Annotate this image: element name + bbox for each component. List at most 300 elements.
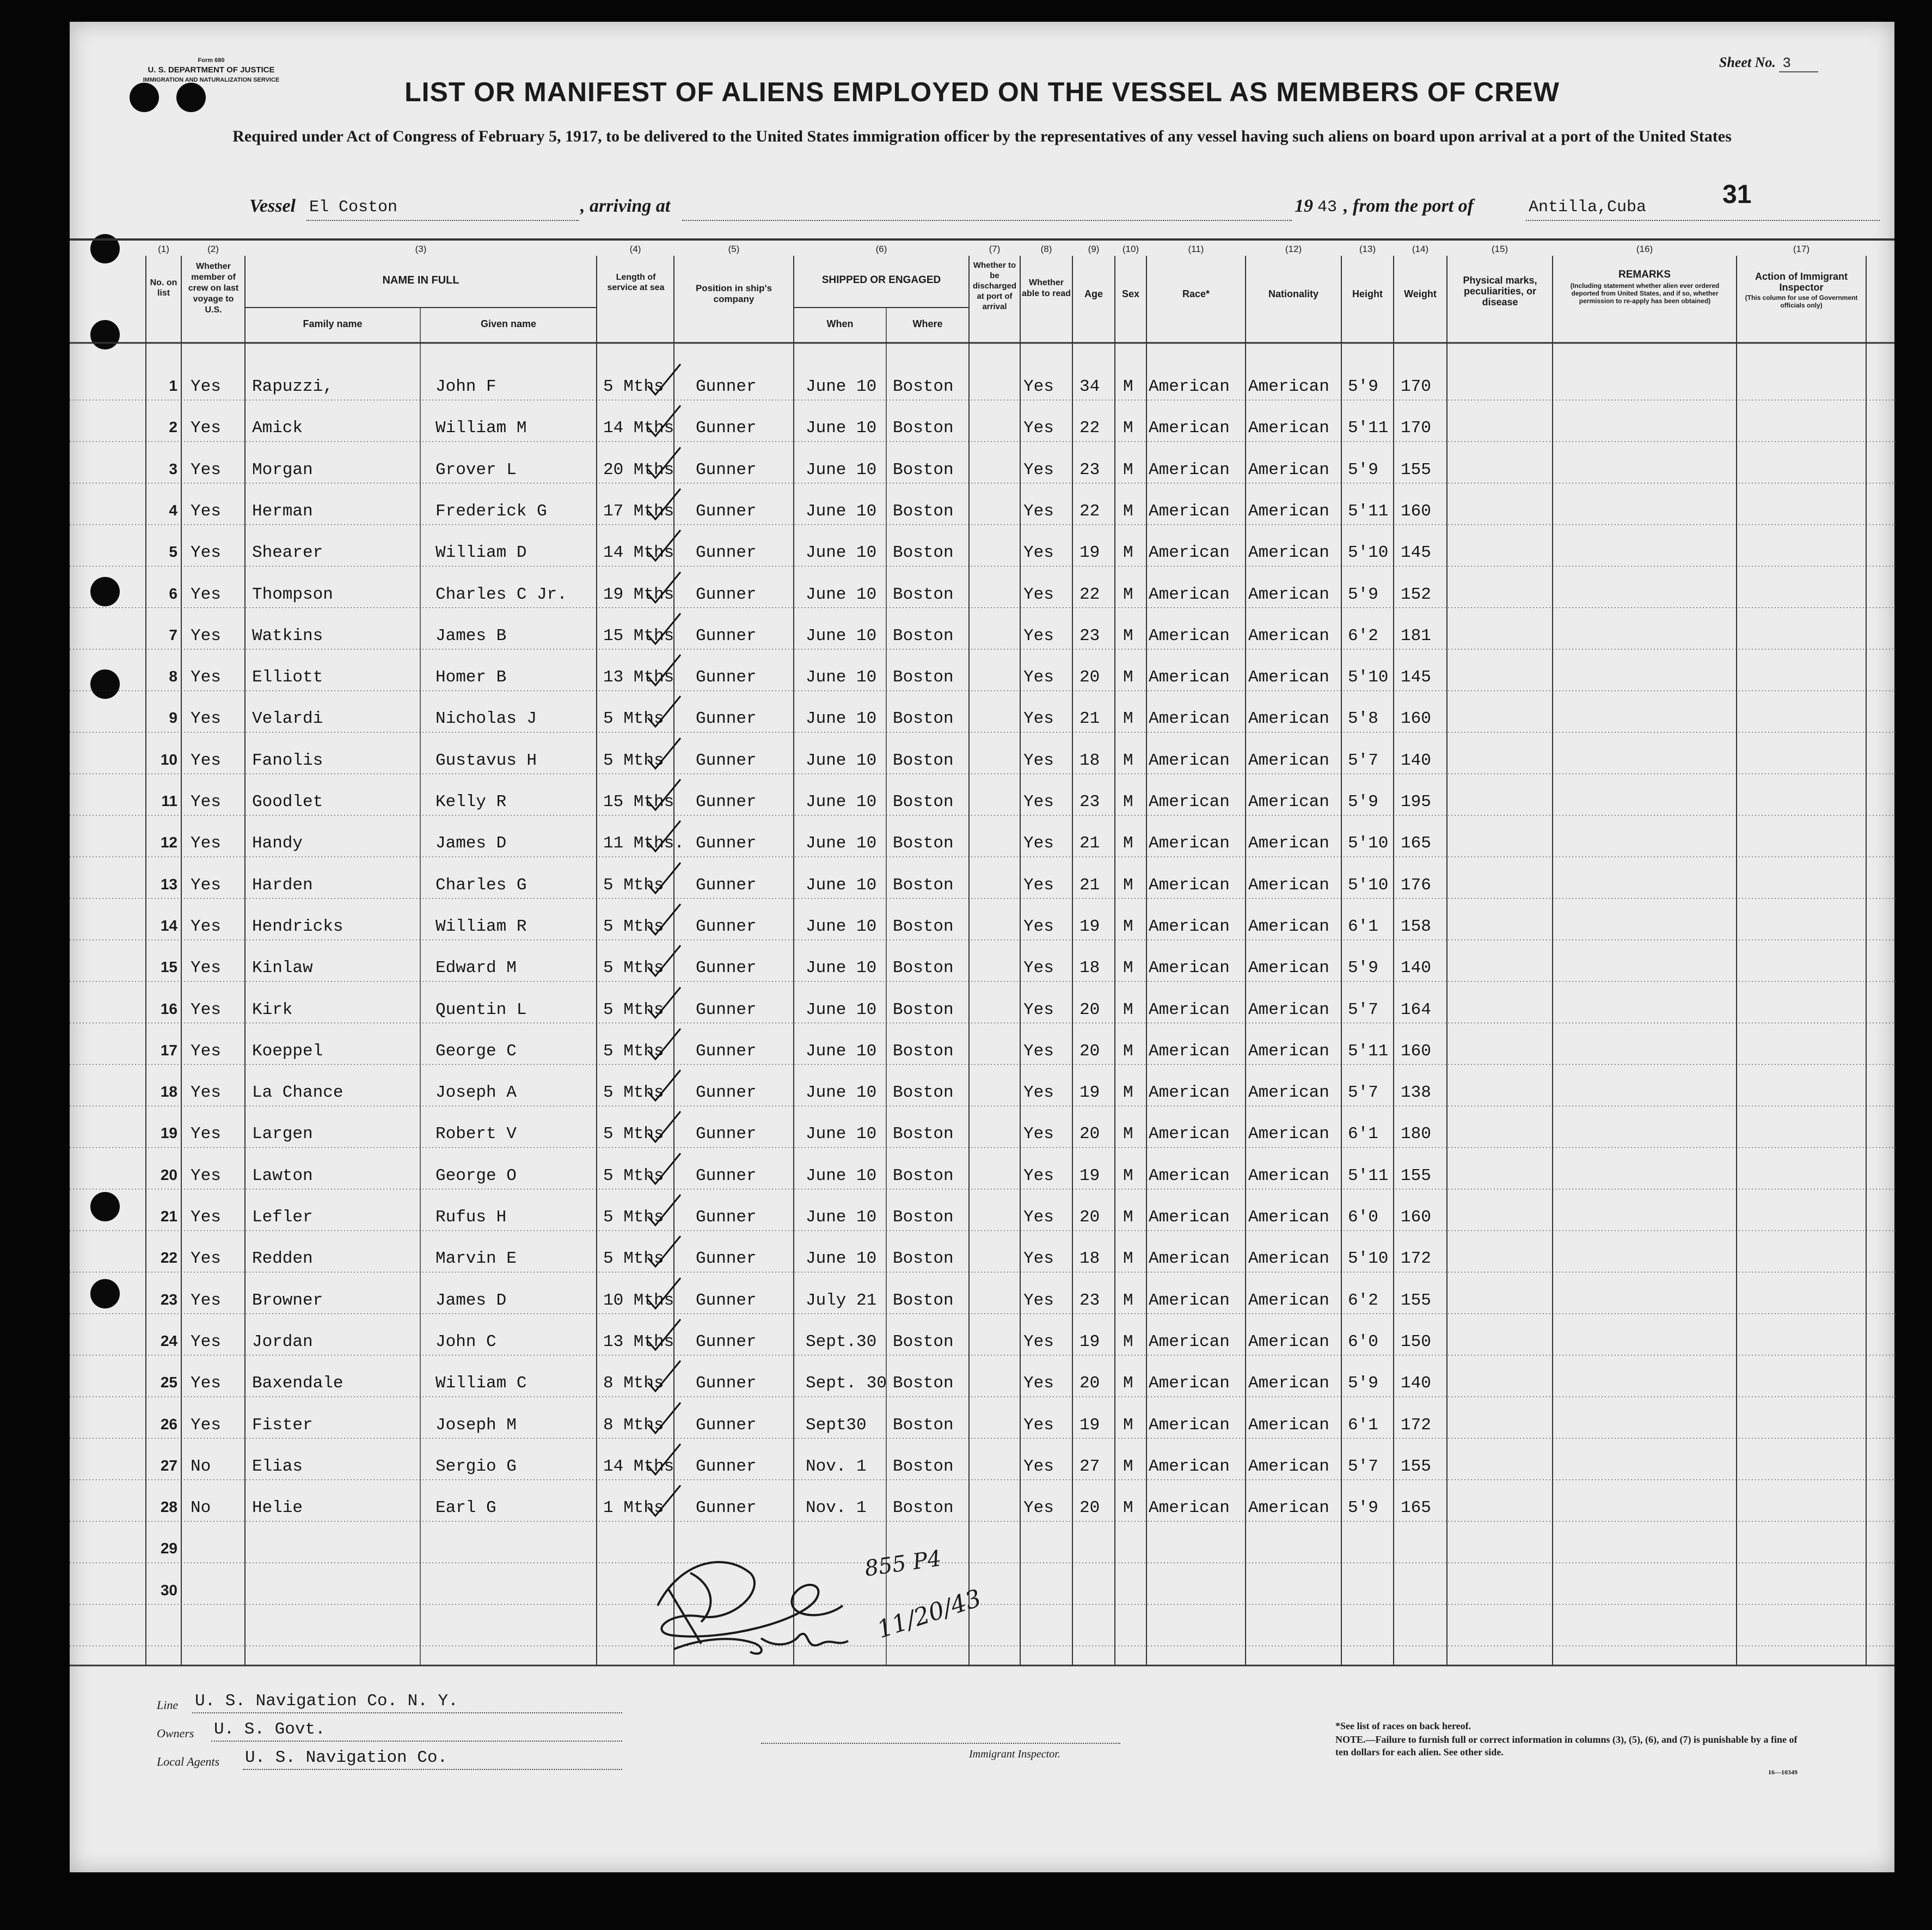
cell-given-name: Marvin E	[436, 1249, 517, 1269]
cell-age: 34	[1080, 377, 1100, 396]
cell-last-voyage: Yes	[191, 792, 221, 812]
cell-height: 6'0	[1348, 1208, 1378, 1227]
cell-when-engaged: June 10	[806, 377, 877, 396]
cell-able-to-read: Yes	[1023, 1332, 1054, 1351]
cell-nationality: American	[1248, 1249, 1329, 1269]
cell-where-engaged: Boston	[893, 958, 954, 978]
cell-nationality: American	[1248, 585, 1329, 604]
cell-weight: 158	[1401, 917, 1431, 936]
cell-sex: M	[1123, 1208, 1133, 1227]
column-number-c15: (15)	[1491, 244, 1508, 254]
checkmark-icon	[646, 1150, 684, 1188]
cell-last-voyage: Yes	[191, 1041, 221, 1061]
cell-position: Gunner	[696, 1498, 757, 1518]
cell-able-to-read: Yes	[1023, 419, 1054, 438]
cell-weight: 160	[1401, 501, 1431, 521]
checkmark-icon	[646, 776, 684, 814]
cell-family-name: Herman	[252, 501, 313, 521]
cell-service-length: 13 Mths	[603, 668, 674, 687]
page-title: LIST OR MANIFEST OF ALIENS EMPLOYED ON THE VESSEL AS MEMBERS OF CREW	[404, 77, 1560, 107]
cell-position: Gunner	[696, 1041, 757, 1061]
cell-sex: M	[1123, 1166, 1133, 1185]
cell-position: Gunner	[696, 543, 757, 563]
cell-family-name: Fister	[252, 1415, 313, 1435]
cell-last-voyage: No	[191, 1498, 211, 1518]
cell-nationality: American	[1248, 792, 1329, 812]
inspector-label: Immigrant Inspector.	[969, 1748, 1060, 1760]
col-family-name-header: Family name	[303, 318, 363, 329]
column-number-c2: (2)	[207, 244, 219, 254]
cell-sex: M	[1123, 1083, 1133, 1103]
cell-family-name: Helie	[252, 1498, 303, 1518]
cell-nationality: American	[1248, 1290, 1329, 1310]
cell-when-engaged: Nov. 1	[806, 1456, 867, 1476]
cell-age: 21	[1080, 834, 1100, 853]
cell-sex: M	[1123, 709, 1133, 729]
cell-able-to-read: Yes	[1023, 792, 1054, 812]
column-number-c5: (5)	[728, 244, 740, 254]
cell-when-engaged: June 10	[806, 626, 877, 646]
cell-weight: 195	[1401, 792, 1431, 812]
cell-age: 19	[1080, 917, 1100, 936]
cell-sex: M	[1123, 1374, 1133, 1393]
cell-last-voyage: Yes	[191, 751, 221, 770]
cell-age: 18	[1080, 1249, 1100, 1269]
cell-sex: M	[1123, 377, 1133, 396]
cell-position: Gunner	[696, 1456, 757, 1476]
cell-sex: M	[1123, 543, 1133, 563]
cell-given-name: George C	[436, 1041, 517, 1061]
cell-age: 20	[1080, 1374, 1100, 1393]
row-number: 13	[160, 875, 177, 893]
cell-service-length: 5 Mths	[603, 958, 664, 978]
cell-weight: 172	[1401, 1249, 1431, 1269]
cell-able-to-read: Yes	[1023, 1124, 1054, 1144]
cell-sex: M	[1123, 419, 1133, 438]
cell-nationality: American	[1248, 1083, 1329, 1103]
cell-nationality: American	[1248, 751, 1329, 770]
cell-height: 6'0	[1348, 1332, 1378, 1351]
cell-last-voyage: No	[191, 1456, 211, 1476]
cell-when-engaged: Sept.30	[806, 1332, 877, 1351]
cell-family-name: Elias	[252, 1456, 303, 1476]
cell-age: 19	[1080, 543, 1100, 563]
cell-height: 5'10	[1348, 543, 1389, 563]
cell-age: 20	[1080, 1000, 1100, 1019]
row-number: 14	[160, 917, 177, 934]
col-inspector-header: Action of Immigrant Inspector	[1755, 271, 1848, 293]
cell-where-engaged: Boston	[893, 1456, 954, 1476]
cell-service-length: 13 Mths	[603, 1332, 674, 1351]
cell-sex: M	[1123, 875, 1133, 895]
cell-position: Gunner	[696, 709, 757, 729]
cell-where-engaged: Boston	[893, 1332, 954, 1351]
column-number-c7: (7)	[989, 244, 1001, 254]
cell-nationality: American	[1248, 1415, 1329, 1435]
vessel-label: Vessel	[249, 196, 296, 216]
cell-nationality: American	[1248, 419, 1329, 438]
cell-where-engaged: Boston	[893, 1208, 954, 1227]
cell-height: 5'7	[1348, 1456, 1378, 1476]
cell-family-name: Koeppel	[252, 1041, 323, 1061]
cell-service-length: 5 Mths	[603, 751, 664, 770]
checkmark-icon	[646, 1067, 684, 1105]
column-number-c9: (9)	[1088, 244, 1100, 254]
checkmark-icon	[646, 735, 684, 773]
cell-where-engaged: Boston	[893, 668, 954, 687]
cell-weight: 180	[1401, 1124, 1431, 1144]
cell-age: 27	[1080, 1456, 1100, 1476]
cell-last-voyage: Yes	[191, 1249, 221, 1269]
cell-position: Gunner	[696, 917, 757, 936]
cell-service-length: 15 Mths	[603, 626, 674, 646]
cell-position: Gunner	[696, 958, 757, 978]
cell-able-to-read: Yes	[1023, 501, 1054, 521]
page-subtitle: Required under Act of Congress of February 5, 1917, to be delivered to the United States immigration officer by the representatives of any vessel having such aliens on board upon arrival at a port of the United States	[232, 127, 1732, 145]
cell-given-name: Charles G	[436, 875, 527, 895]
cell-race: American	[1149, 377, 1230, 396]
cell-height: 5'11	[1348, 1166, 1389, 1185]
cell-given-name: John C	[436, 1332, 496, 1351]
from-port-label: , from the port of	[1344, 196, 1474, 216]
cell-family-name: Watkins	[252, 626, 323, 646]
cell-sex: M	[1123, 501, 1133, 521]
cell-sex: M	[1123, 1332, 1133, 1351]
cell-sex: M	[1123, 668, 1133, 687]
row-number: 3	[169, 460, 177, 477]
cell-race: American	[1149, 668, 1230, 687]
cell-weight: 172	[1401, 1415, 1431, 1435]
cell-able-to-read: Yes	[1023, 460, 1054, 480]
cell-family-name: Hendricks	[252, 917, 344, 936]
owners-underline	[211, 1741, 622, 1742]
cell-given-name: Nicholas J	[436, 709, 537, 729]
cell-able-to-read: Yes	[1023, 668, 1054, 687]
cell-nationality: American	[1248, 1000, 1329, 1019]
cell-where-engaged: Boston	[893, 1083, 954, 1103]
cell-nationality: American	[1248, 875, 1329, 895]
owners-label: Owners	[157, 1726, 194, 1740]
cell-position: Gunner	[696, 501, 757, 521]
cell-nationality: American	[1248, 1166, 1329, 1185]
row-number: 12	[160, 834, 177, 851]
row-number: 1	[169, 377, 177, 394]
checkmark-icon	[646, 901, 684, 939]
cell-given-name: Frederick G	[436, 501, 547, 521]
cell-service-length: 17 Mths	[603, 501, 674, 521]
checkmark-icon	[646, 859, 684, 898]
cell-given-name: James D	[436, 1290, 507, 1310]
cell-race: American	[1149, 709, 1230, 729]
column-number-c6: (6)	[875, 244, 887, 254]
cell-age: 19	[1080, 1332, 1100, 1351]
cell-age: 22	[1080, 419, 1100, 438]
column-number-c3: (3)	[415, 244, 427, 254]
column-number-c12: (12)	[1285, 244, 1302, 254]
cell-position: Gunner	[696, 1124, 757, 1144]
cell-position: Gunner	[696, 377, 757, 396]
cell-able-to-read: Yes	[1023, 1000, 1054, 1019]
sheet-label: Sheet No.	[1719, 54, 1776, 70]
cell-weight: 155	[1401, 460, 1431, 480]
cell-race: American	[1149, 792, 1230, 812]
cell-height: 5'9	[1348, 958, 1378, 978]
cell-weight: 145	[1401, 543, 1431, 563]
cell-height: 5'7	[1348, 1083, 1378, 1103]
cell-given-name: William C	[436, 1374, 527, 1393]
cell-last-voyage: Yes	[191, 419, 221, 438]
cell-age: 22	[1080, 501, 1100, 521]
cell-family-name: Jordan	[252, 1332, 313, 1351]
row-number: 4	[169, 501, 177, 519]
col-no-header: No. on list	[150, 278, 177, 298]
form-number: Form 680	[198, 57, 225, 64]
cell-able-to-read: Yes	[1023, 875, 1054, 895]
cell-weight: 181	[1401, 626, 1431, 646]
cell-weight: 150	[1401, 1332, 1431, 1351]
cell-weight: 140	[1401, 1374, 1431, 1393]
cell-height: 6'2	[1348, 1290, 1378, 1310]
cell-last-voyage: Yes	[191, 1083, 221, 1103]
row-number: 30	[160, 1581, 177, 1599]
line-label: Line	[157, 1698, 179, 1712]
cell-age: 21	[1080, 709, 1100, 729]
cell-given-name: William R	[436, 917, 527, 936]
cell-when-engaged: June 10	[806, 792, 877, 812]
cell-nationality: American	[1248, 917, 1329, 936]
cell-service-length: 5 Mths	[603, 1249, 664, 1269]
cell-given-name: Charles C Jr.	[436, 585, 567, 604]
cell-able-to-read: Yes	[1023, 1498, 1054, 1518]
col-service-header: Length of service at sea	[607, 273, 665, 292]
cell-weight: 170	[1401, 377, 1431, 396]
cell-where-engaged: Boston	[893, 501, 954, 521]
cell-position: Gunner	[696, 1208, 757, 1227]
col-physical-marks-header: Physical marks, peculiarities, or disease	[1463, 275, 1537, 308]
checkmark-icon	[646, 1108, 684, 1146]
row-number: 6	[169, 585, 177, 602]
row-number: 28	[160, 1498, 177, 1516]
cell-when-engaged: June 10	[806, 875, 877, 895]
cell-race: American	[1149, 1041, 1230, 1061]
checkmark-icon	[646, 1441, 684, 1479]
cell-age: 20	[1080, 1041, 1100, 1061]
cell-when-engaged: June 10	[806, 1166, 877, 1185]
cell-able-to-read: Yes	[1023, 709, 1054, 729]
cell-last-voyage: Yes	[191, 543, 221, 563]
cell-able-to-read: Yes	[1023, 1083, 1054, 1103]
cell-race: American	[1149, 460, 1230, 480]
year-prefix: 19	[1295, 196, 1313, 216]
checkmark-icon	[646, 569, 684, 607]
cell-height: 6'1	[1348, 917, 1378, 936]
cell-service-length: 19 Mths	[603, 585, 674, 604]
cell-service-length: 5 Mths	[603, 1041, 664, 1061]
column-number-c8: (8)	[1040, 244, 1052, 254]
from-port-value: Antilla,Cuba	[1529, 198, 1647, 217]
cell-sex: M	[1123, 585, 1133, 604]
cell-position: Gunner	[696, 834, 757, 853]
row-number: 2	[169, 419, 177, 436]
row-number: 15	[160, 958, 177, 976]
cell-service-length: 5 Mths	[603, 1124, 664, 1144]
col-inspector-subheader: (This column for use of Government officials only)	[1745, 294, 1858, 309]
checkmark-icon	[646, 1025, 684, 1064]
column-number-c17: (17)	[1793, 244, 1810, 254]
cell-given-name: Edward M	[436, 958, 517, 978]
local-agents-underline	[243, 1769, 622, 1770]
col-remarks-subheader: (Including statement whether alien ever ordered deported from United States, and if so, whether permission to re-apply has been obtained)	[1570, 282, 1720, 305]
cell-nationality: American	[1248, 626, 1329, 646]
cell-position: Gunner	[696, 585, 757, 604]
cell-last-voyage: Yes	[191, 1374, 221, 1393]
checkmark-icon	[646, 818, 684, 856]
cell-height: 6'1	[1348, 1415, 1378, 1435]
manifest-sheet	[70, 22, 1894, 1872]
cell-position: Gunner	[696, 1249, 757, 1269]
col-shipped-header: SHIPPED OR ENGAGED	[821, 274, 941, 286]
cell-given-name: John F	[436, 377, 496, 396]
cell-last-voyage: Yes	[191, 958, 221, 978]
row-number: 23	[160, 1290, 177, 1308]
cell-able-to-read: Yes	[1023, 626, 1054, 646]
cell-sex: M	[1123, 1498, 1133, 1518]
cell-weight: 165	[1401, 1498, 1431, 1518]
row-number: 9	[169, 709, 177, 727]
cell-race: American	[1149, 1332, 1230, 1351]
cell-age: 23	[1080, 792, 1100, 812]
cell-where-engaged: Boston	[893, 1374, 954, 1393]
print-code: 16—10349	[1768, 1768, 1798, 1776]
cell-nationality: American	[1248, 1498, 1329, 1518]
cell-sex: M	[1123, 1415, 1133, 1435]
checkmark-icon	[646, 1316, 684, 1354]
cell-sex: M	[1123, 1249, 1133, 1269]
cell-race: American	[1149, 834, 1230, 853]
checkmark-icon	[646, 984, 684, 1022]
cell-nationality: American	[1248, 709, 1329, 729]
checkmark-icon	[646, 942, 684, 980]
col-remarks-header: REMARKS	[1618, 269, 1671, 280]
cell-race: American	[1149, 1000, 1230, 1019]
cell-position: Gunner	[696, 1332, 757, 1351]
cell-sex: M	[1123, 1456, 1133, 1476]
cell-able-to-read: Yes	[1023, 1249, 1054, 1269]
row-number: 26	[160, 1415, 177, 1433]
cell-able-to-read: Yes	[1023, 1166, 1054, 1185]
races-note: *See list of races on back hereof.	[1335, 1720, 1471, 1731]
cell-where-engaged: Boston	[893, 419, 954, 438]
cell-family-name: Shearer	[252, 543, 323, 563]
cell-family-name: Kirk	[252, 1000, 293, 1019]
cell-family-name: Lawton	[252, 1166, 313, 1185]
cell-height: 5'7	[1348, 751, 1378, 770]
cell-race: American	[1149, 543, 1230, 563]
checkmark-icon	[646, 361, 684, 399]
cell-service-length: 11 Mths.	[603, 834, 684, 853]
cell-nationality: American	[1248, 834, 1329, 853]
cell-height: 5'11	[1348, 1041, 1389, 1061]
cell-race: American	[1149, 419, 1230, 438]
cell-nationality: American	[1248, 1124, 1329, 1144]
cell-weight: 140	[1401, 751, 1431, 770]
checkmark-icon	[646, 651, 684, 690]
cell-family-name: Largen	[252, 1124, 313, 1144]
cell-where-engaged: Boston	[893, 585, 954, 604]
page-number: 31	[1722, 180, 1752, 209]
cell-given-name: Joseph M	[436, 1415, 517, 1435]
cell-service-length: 20 Mths	[603, 460, 674, 480]
cell-family-name: Handy	[252, 834, 303, 853]
cell-weight: 138	[1401, 1083, 1431, 1103]
vessel-name: El Coston	[309, 198, 398, 217]
cell-race: American	[1149, 585, 1230, 604]
cell-family-name: Velardi	[252, 709, 323, 729]
cell-height: 5'10	[1348, 668, 1389, 687]
cell-nationality: American	[1248, 460, 1329, 480]
cell-last-voyage: Yes	[191, 1166, 221, 1185]
cell-family-name: Amick	[252, 419, 303, 438]
cell-family-name: Redden	[252, 1249, 313, 1269]
cell-where-engaged: Boston	[893, 1041, 954, 1061]
cell-where-engaged: Boston	[893, 626, 954, 646]
cell-last-voyage: Yes	[191, 875, 221, 895]
cell-given-name: Kelly R	[436, 792, 507, 812]
cell-age: 18	[1080, 958, 1100, 978]
cell-nationality: American	[1248, 543, 1329, 563]
cell-weight: 155	[1401, 1166, 1431, 1185]
cell-able-to-read: Yes	[1023, 1415, 1054, 1435]
cell-height: 5'9	[1348, 792, 1378, 812]
cell-family-name: Elliott	[252, 668, 323, 687]
cell-able-to-read: Yes	[1023, 958, 1054, 978]
cell-where-engaged: Boston	[893, 1290, 954, 1310]
cell-when-engaged: June 10	[806, 1249, 877, 1269]
cell-where-engaged: Boston	[893, 1166, 954, 1185]
cell-last-voyage: Yes	[191, 1208, 221, 1227]
cell-when-engaged: June 10	[806, 709, 877, 729]
cell-when-engaged: July 21	[806, 1290, 877, 1310]
cell-age: 23	[1080, 626, 1100, 646]
cell-position: Gunner	[696, 460, 757, 480]
cell-age: 20	[1080, 1208, 1100, 1227]
cell-when-engaged: June 10	[806, 751, 877, 770]
cell-race: American	[1149, 875, 1230, 895]
cell-age: 19	[1080, 1415, 1100, 1435]
row-number: 22	[160, 1249, 177, 1267]
cell-family-name: Fanolis	[252, 751, 323, 770]
cell-height: 5'10	[1348, 834, 1389, 853]
cell-sex: M	[1123, 1290, 1133, 1310]
cell-service-length: 8 Mths	[603, 1415, 664, 1435]
column-number-c11: (11)	[1188, 244, 1204, 254]
cell-weight: 145	[1401, 668, 1431, 687]
cell-family-name: Goodlet	[252, 792, 323, 812]
cell-last-voyage: Yes	[191, 709, 221, 729]
cell-given-name: Grover L	[436, 460, 517, 480]
cell-where-engaged: Boston	[893, 1249, 954, 1269]
col-discharged-header: Whether to be discharged at port of arrival	[972, 261, 1017, 311]
cell-nationality: American	[1248, 1456, 1329, 1476]
row-number: 19	[160, 1124, 177, 1142]
cell-family-name: Harden	[252, 875, 313, 895]
cell-family-name: Browner	[252, 1290, 323, 1310]
row-number: 17	[160, 1041, 177, 1059]
checkmark-icon	[646, 527, 684, 565]
cell-sex: M	[1123, 751, 1133, 770]
cell-sex: M	[1123, 834, 1133, 853]
cell-weight: 160	[1401, 1208, 1431, 1227]
